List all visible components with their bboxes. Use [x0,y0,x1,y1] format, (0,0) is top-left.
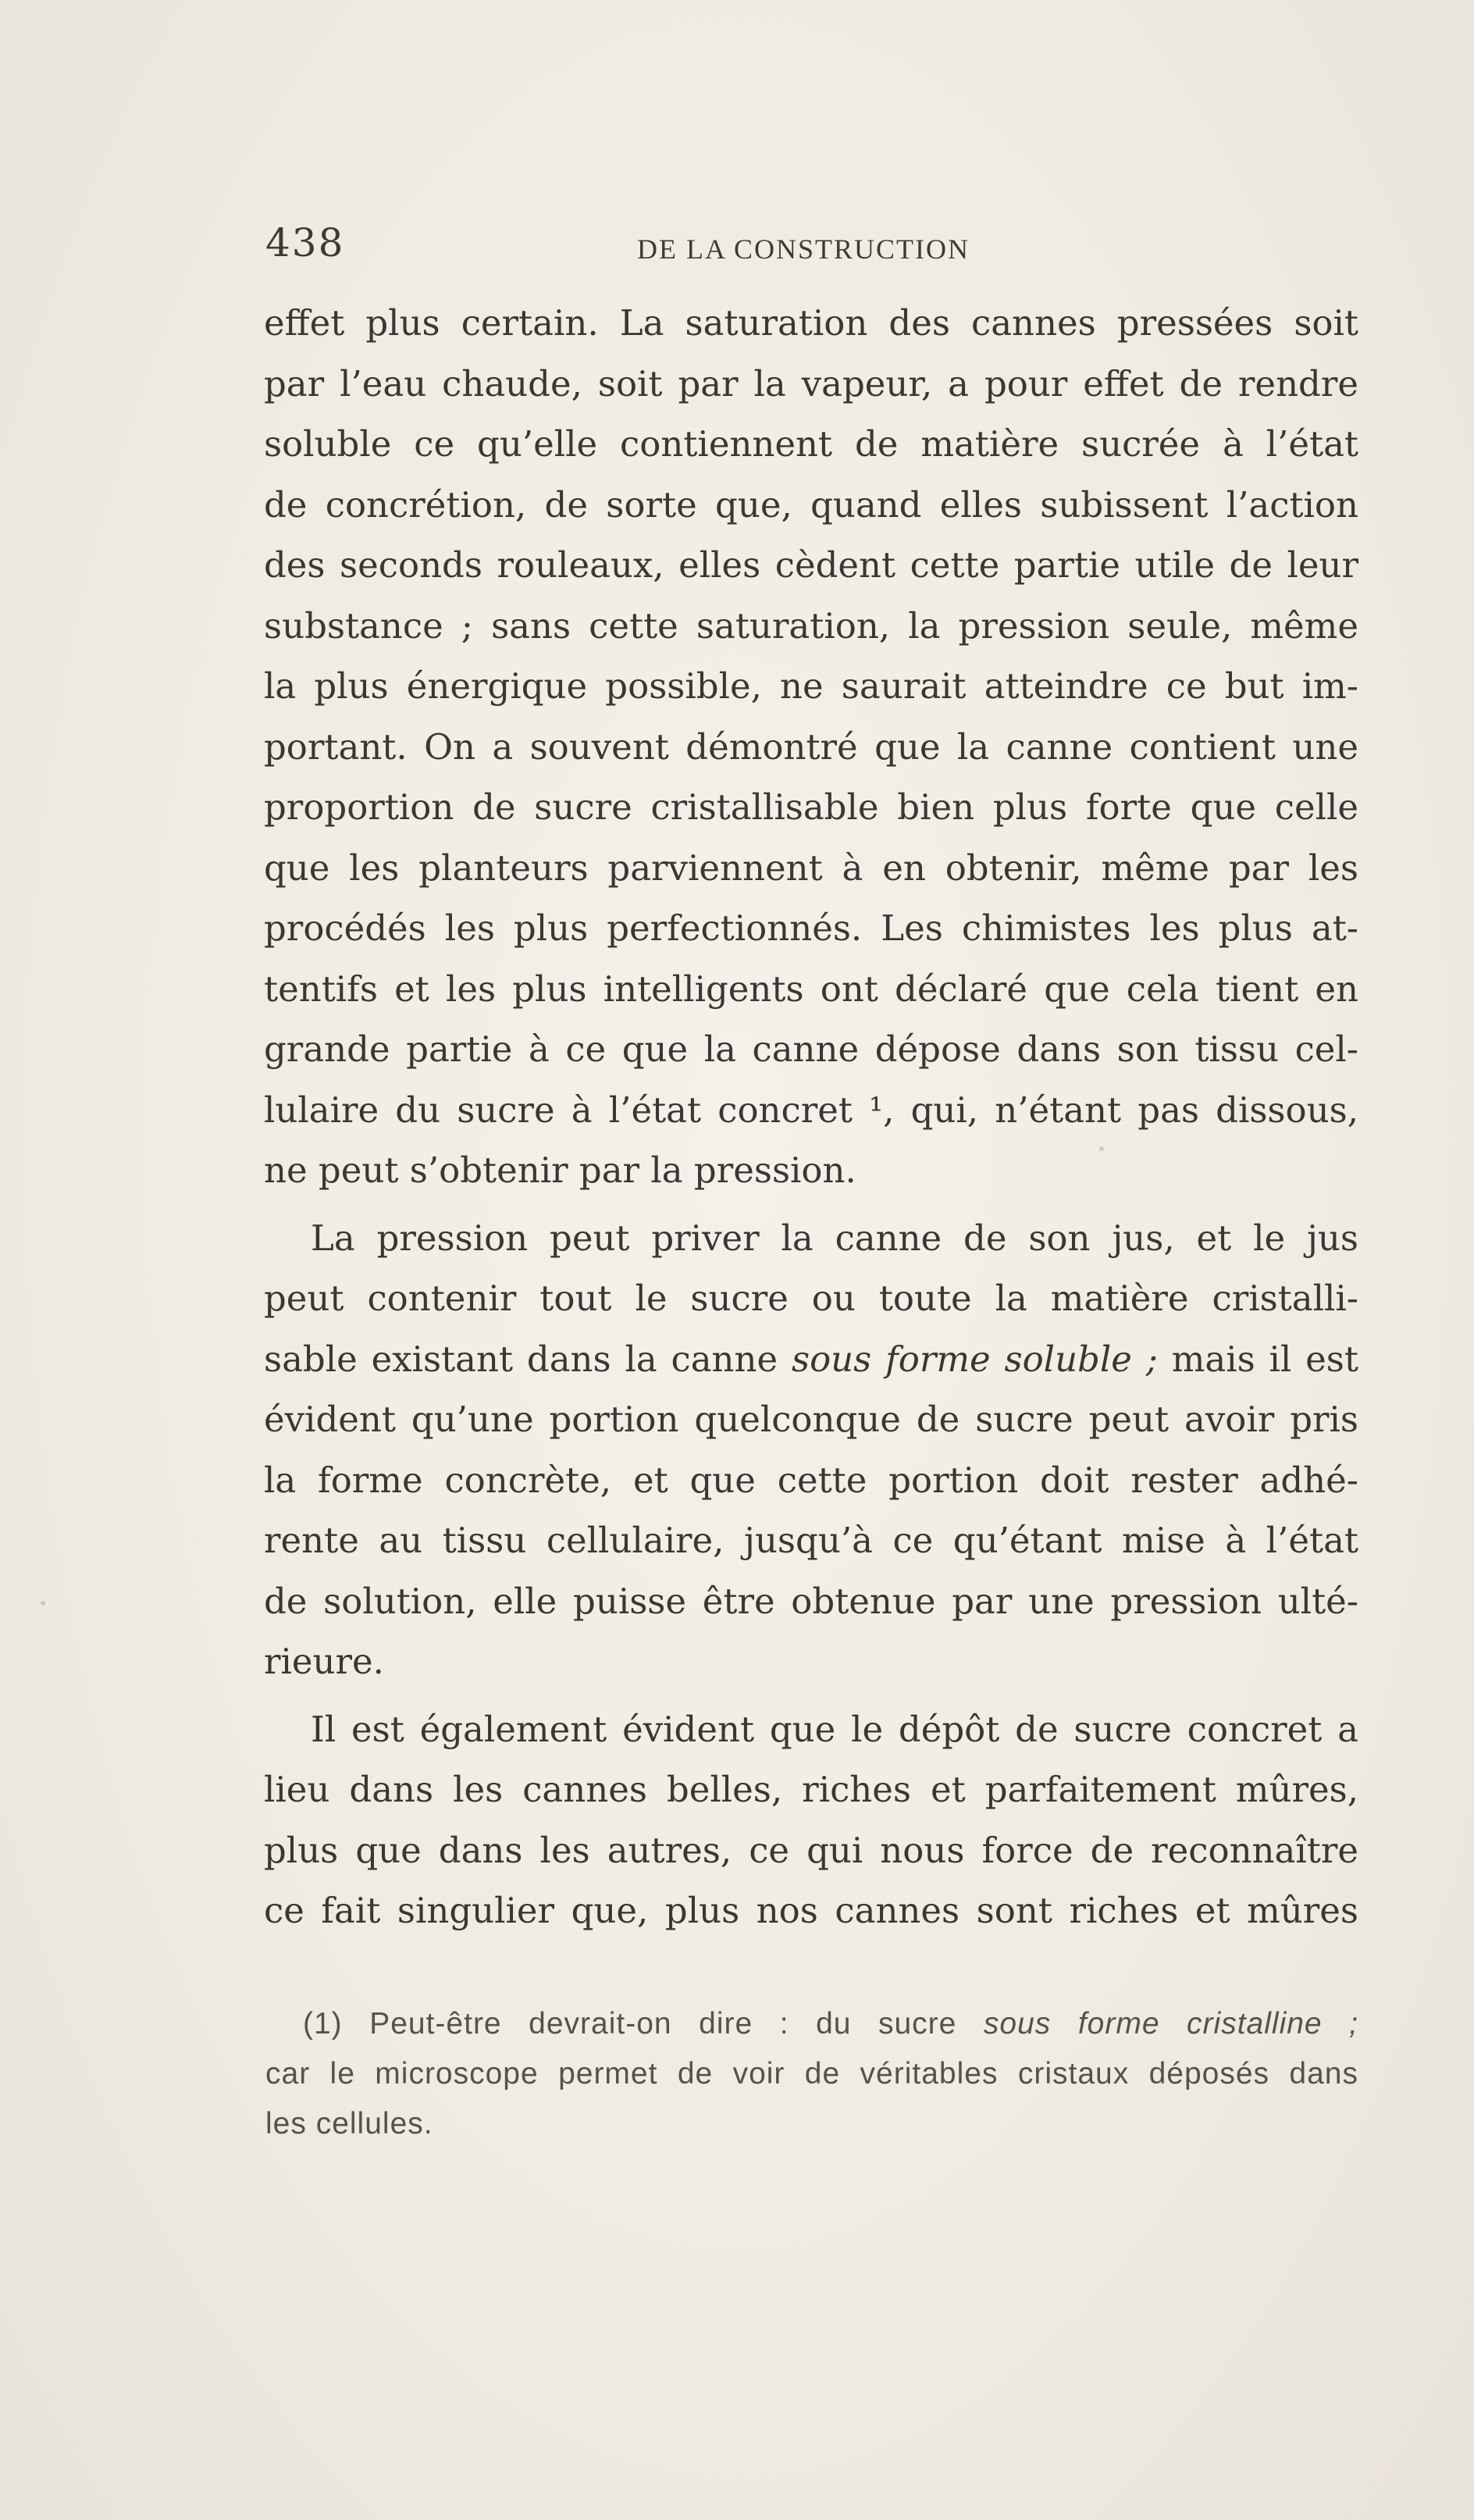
text-line: évident qu’une portion quelconque de sucre peut avoir pris [264,1399,1358,1440]
footnote-line: car le microscope permet de voir de véritables cristaux déposés dans [265,2057,1358,2090]
text-line [264,1329,1358,1390]
footnote-line [265,1999,1358,2049]
text-line: par l’eau chaude, soit par la vapeur, a pour effet de rendre [264,362,1358,405]
text-line: proportion de sucre cristallisable bien plus forte que celle [264,786,1358,828]
text-line: substance ; sans cette saturation, la pression seule, même [264,604,1358,647]
text-run: mais il est [1157,1338,1358,1380]
text-line: des seconds rouleaux, elles cèdent cette partie utile de leur [264,544,1358,586]
running-head [265,220,1374,275]
text-line: Il est également évident que le dépôt de sucre concret a [311,1708,1358,1750]
text-line: ne peut s’obtenir par la pression. [264,1150,856,1191]
footnote [265,1999,1358,2149]
text-line: de solution, elle puisse être obtenue par une pression ulté- [264,1580,1358,1622]
text-line: la plus énergique possible, ne saurait atteindre ce but im- [264,665,1358,707]
text-line: effet plus certain. La saturation des cannes pressées soit [264,302,1358,344]
text-line: de concrétion, de sorte que, quand elles subissent l’action [264,483,1358,526]
text-line: peut contenir tout le sucre ou toute la matière cristalli- [264,1278,1358,1319]
text-line: plus que dans les autres, ce qui nous force de reconnaître [264,1829,1358,1871]
body-text [264,293,1358,1941]
paragraph [264,1208,1358,1692]
running-title: DE LA CONSTRUCTION [637,233,970,265]
paper-speck [41,1601,45,1606]
text-line: La pression peut priver la canne de son jus, et le jus [311,1217,1358,1259]
italic-text: sous forme soluble ; [791,1338,1158,1380]
text-run: sable existant dans la canne [264,1338,792,1380]
paper-speck [1099,1146,1104,1151]
paragraph [264,1699,1358,1941]
footnote-line: les cellules. [265,2107,433,2140]
paragraph [264,293,1358,1201]
text-line: lieu dans les cannes belles, riches et parfaitement mûres, [264,1769,1358,1810]
text-line: tentifs et les plus intelligents ont déclaré que cela tient en [264,968,1358,1010]
text-line: grande partie à ce que la canne dépose dans son tissu cel- [264,1028,1358,1070]
text-line: procédés les plus perfectionnés. Les chimistes les plus at- [264,907,1358,949]
text-line: soluble ce qu’elle contiennent de matière sucrée à l’état [264,423,1358,465]
text-line: rente au tissu cellulaire, jusqu’à ce qu’étant mise à l’état [264,1520,1358,1561]
text-line: rieure. [264,1641,384,1682]
text-line: lulaire du sucre à l’état concret ¹, qui, n’étant pas dissous, [264,1089,1358,1131]
text-run: (1) Peut-être devrait-on dire : du sucre [303,2007,984,2041]
page-number: 438 [265,220,345,266]
italic-text: sous forme cristalline ; [983,2007,1358,2041]
text-line: ce fait singulier que, plus nos cannes sont riches et mûres [264,1890,1358,1931]
text-line: la forme concrète, et que cette portion doit rester adhé- [264,1459,1358,1501]
text-line: portant. On a souvent démontré que la canne contient une [264,725,1358,768]
text-line: que les planteurs parviennent à en obtenir, même par les [264,847,1358,889]
